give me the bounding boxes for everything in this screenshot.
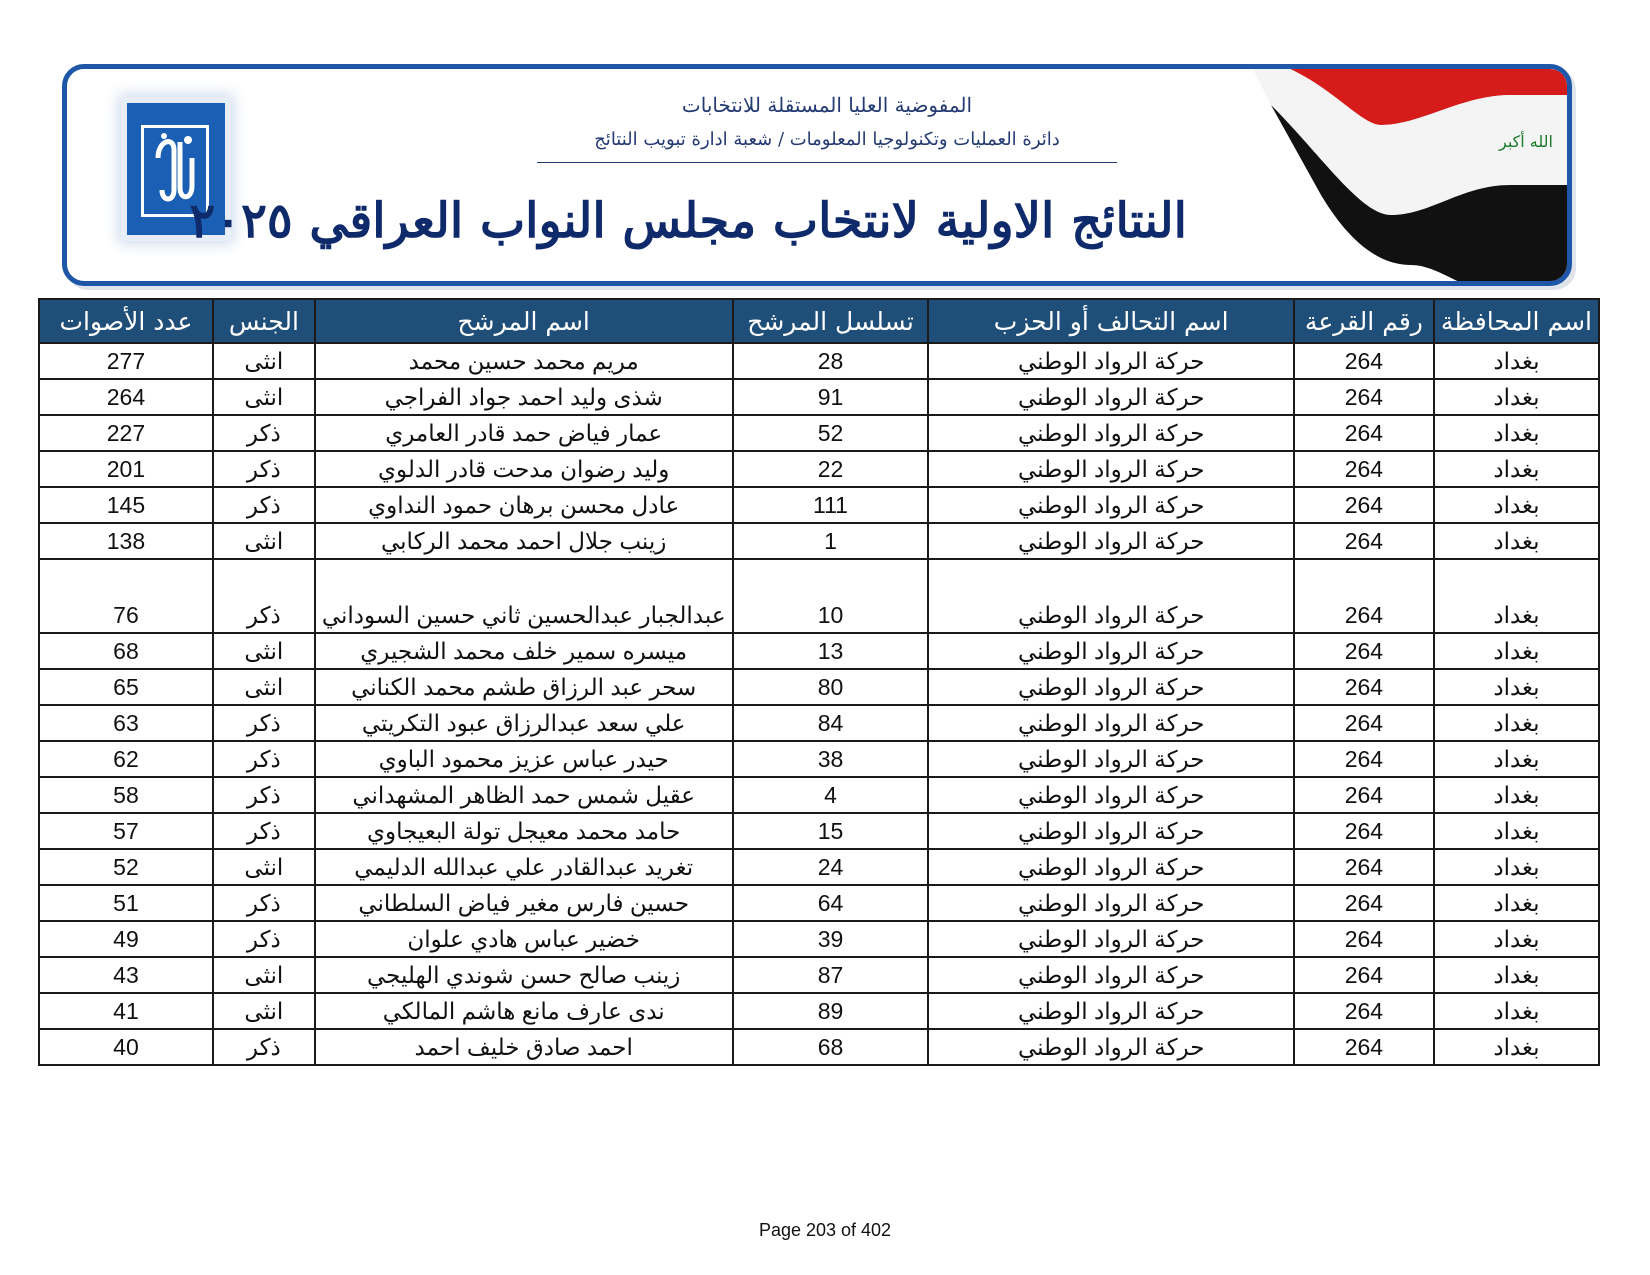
cell-gender: ذكر <box>213 559 315 633</box>
table-header-row <box>39 299 1599 343</box>
cell-ballot-number: 264 <box>1294 633 1434 669</box>
cell-votes: 51 <box>39 885 213 921</box>
table-row <box>39 379 1599 415</box>
cell-votes: 277 <box>39 343 213 379</box>
cell-ballot-number: 264 <box>1294 559 1434 633</box>
table-row <box>39 993 1599 1029</box>
cell-candidate-name: عبدالجبار عبدالحسين ثاني حسين السوداني <box>315 559 733 633</box>
cell-votes: 62 <box>39 741 213 777</box>
cell-governorate: بغداد <box>1434 885 1599 921</box>
cell-candidate-name: زينب جلال احمد محمد الركابي <box>315 523 733 559</box>
cell-governorate: بغداد <box>1434 777 1599 813</box>
cell-candidate-sequence: 28 <box>733 343 929 379</box>
cell-ballot-number: 264 <box>1294 993 1434 1029</box>
cell-gender: انثى <box>213 633 315 669</box>
table-row <box>39 559 1599 633</box>
cell-votes: 76 <box>39 559 213 633</box>
table-row <box>39 885 1599 921</box>
cell-ballot-number: 264 <box>1294 885 1434 921</box>
table-row <box>39 813 1599 849</box>
cell-governorate: بغداد <box>1434 415 1599 451</box>
table-row <box>39 669 1599 705</box>
page-number: Page 203 of 402 <box>758 1220 892 1240</box>
cell-ballot-number: 264 <box>1294 451 1434 487</box>
cell-candidate-sequence: 10 <box>733 559 929 633</box>
cell-candidate-sequence: 111 <box>733 487 929 523</box>
cell-candidate-sequence: 22 <box>733 451 929 487</box>
col-ballot-number: رقم القرعة <box>1294 299 1434 343</box>
cell-ballot-number: 264 <box>1294 415 1434 451</box>
cell-gender: انثى <box>213 343 315 379</box>
org-name-line1: المفوضية العليا المستقلة للانتخابات <box>681 93 973 117</box>
cell-votes: 40 <box>39 1029 213 1065</box>
cell-candidate-sequence: 39 <box>733 921 929 957</box>
cell-party: حركة الرواد الوطني <box>928 957 1293 993</box>
cell-ballot-number: 264 <box>1294 705 1434 741</box>
cell-gender: انثى <box>213 523 315 559</box>
cell-gender: ذكر <box>213 813 315 849</box>
col-votes: عدد الأصوات <box>39 299 213 343</box>
cell-votes: 43 <box>39 957 213 993</box>
col-governorate: اسم المحافظة <box>1434 299 1599 343</box>
col-gender: الجنس <box>213 299 315 343</box>
cell-party: حركة الرواد الوطني <box>928 885 1293 921</box>
cell-party: حركة الرواد الوطني <box>928 1029 1293 1065</box>
table-row <box>39 523 1599 559</box>
cell-gender: ذكر <box>213 885 315 921</box>
cell-candidate-name: زينب صالح حسن شوندي الهليجي <box>315 957 733 993</box>
cell-governorate: بغداد <box>1434 849 1599 885</box>
table-row <box>39 741 1599 777</box>
cell-gender: انثى <box>213 669 315 705</box>
results-table <box>38 298 1600 1066</box>
table-row <box>39 633 1599 669</box>
cell-votes: 145 <box>39 487 213 523</box>
cell-candidate-sequence: 15 <box>733 813 929 849</box>
cell-votes: 49 <box>39 921 213 957</box>
table-row <box>39 921 1599 957</box>
cell-party: حركة الرواد الوطني <box>928 415 1293 451</box>
cell-votes: 227 <box>39 415 213 451</box>
cell-candidate-name: شذى وليد احمد جواد الفراجي <box>315 379 733 415</box>
cell-party: حركة الرواد الوطني <box>928 741 1293 777</box>
cell-candidate-sequence: 1 <box>733 523 929 559</box>
cell-gender: ذكر <box>213 487 315 523</box>
cell-candidate-name: ندى عارف مانع هاشم المالكي <box>315 993 733 1029</box>
cell-candidate-sequence: 24 <box>733 849 929 885</box>
cell-gender: انثى <box>213 957 315 993</box>
cell-votes: 63 <box>39 705 213 741</box>
table-row <box>39 451 1599 487</box>
cell-party: حركة الرواد الوطني <box>928 921 1293 957</box>
cell-governorate: بغداد <box>1434 669 1599 705</box>
cell-votes: 65 <box>39 669 213 705</box>
cell-gender: ذكر <box>213 921 315 957</box>
table-row <box>39 415 1599 451</box>
cell-ballot-number: 264 <box>1294 343 1434 379</box>
cell-governorate: بغداد <box>1434 451 1599 487</box>
cell-party: حركة الرواد الوطني <box>928 523 1293 559</box>
cell-candidate-sequence: 64 <box>733 885 929 921</box>
cell-candidate-name: تغريد عبدالقادر علي عبدالله الدليمي <box>315 849 733 885</box>
cell-gender: ذكر <box>213 1029 315 1065</box>
cell-candidate-name: علي سعد عبدالرزاق عبود التكريتي <box>315 705 733 741</box>
cell-votes: 57 <box>39 813 213 849</box>
table-row <box>39 1029 1599 1065</box>
cell-votes: 138 <box>39 523 213 559</box>
cell-ballot-number: 264 <box>1294 813 1434 849</box>
table-row <box>39 777 1599 813</box>
cell-ballot-number: 264 <box>1294 777 1434 813</box>
cell-candidate-name: خضير عباس هادي علوان <box>315 921 733 957</box>
cell-candidate-name: عمار فياض حمد قادر العامري <box>315 415 733 451</box>
cell-governorate: بغداد <box>1434 1029 1599 1065</box>
cell-governorate: بغداد <box>1434 813 1599 849</box>
cell-gender: ذكر <box>213 777 315 813</box>
cell-ballot-number: 264 <box>1294 379 1434 415</box>
cell-ballot-number: 264 <box>1294 487 1434 523</box>
iraq-flag-icon <box>1211 65 1571 286</box>
cell-party: حركة الرواد الوطني <box>928 705 1293 741</box>
cell-candidate-name: سحر عبد الرزاق طشم محمد الكناني <box>315 669 733 705</box>
col-party: اسم التحالف أو الحزب <box>928 299 1293 343</box>
table-row <box>39 705 1599 741</box>
cell-votes: 68 <box>39 633 213 669</box>
cell-candidate-name: وليد رضوان مدحت قادر الدلوي <box>315 451 733 487</box>
cell-governorate: بغداد <box>1434 741 1599 777</box>
cell-party: حركة الرواد الوطني <box>928 487 1293 523</box>
cell-gender: ذكر <box>213 705 315 741</box>
cell-gender: ذكر <box>213 415 315 451</box>
cell-candidate-name: ميسره سمير خلف محمد الشجيري <box>315 633 733 669</box>
cell-candidate-sequence: 13 <box>733 633 929 669</box>
cell-candidate-name: احمد صادق خليف احمد <box>315 1029 733 1065</box>
cell-candidate-sequence: 68 <box>733 1029 929 1065</box>
cell-party: حركة الرواد الوطني <box>928 559 1293 633</box>
flag-text: الله أكبر <box>1499 132 1553 151</box>
cell-candidate-name: حامد محمد معيجل تولة البعيجاوي <box>315 813 733 849</box>
cell-party: حركة الرواد الوطني <box>928 633 1293 669</box>
cell-candidate-sequence: 87 <box>733 957 929 993</box>
cell-governorate: بغداد <box>1434 993 1599 1029</box>
col-candidate-name: اسم المرشح <box>315 299 733 343</box>
cell-candidate-name: عقيل شمس حمد الظاهر المشهداني <box>315 777 733 813</box>
cell-party: حركة الرواد الوطني <box>928 777 1293 813</box>
cell-candidate-sequence: 89 <box>733 993 929 1029</box>
org-name-line2: دائرة العمليات وتكنولوجيا المعلومات / شعبة ادارة تبويب النتائج <box>537 129 1117 163</box>
col-candidate-sequence: تسلسل المرشح <box>733 299 929 343</box>
cell-party: حركة الرواد الوطني <box>928 343 1293 379</box>
cell-governorate: بغداد <box>1434 921 1599 957</box>
cell-governorate: بغداد <box>1434 957 1599 993</box>
table-row <box>39 957 1599 993</box>
cell-party: حركة الرواد الوطني <box>928 993 1293 1029</box>
cell-party: حركة الرواد الوطني <box>928 849 1293 885</box>
cell-gender: انثى <box>213 379 315 415</box>
cell-gender: انثى <box>213 849 315 885</box>
cell-gender: ذكر <box>213 451 315 487</box>
cell-candidate-sequence: 52 <box>733 415 929 451</box>
cell-governorate: بغداد <box>1434 523 1599 559</box>
cell-candidate-name: عادل محسن برهان حمود النداوي <box>315 487 733 523</box>
cell-governorate: بغداد <box>1434 487 1599 523</box>
cell-votes: 264 <box>39 379 213 415</box>
cell-governorate: بغداد <box>1434 343 1599 379</box>
cell-candidate-sequence: 4 <box>733 777 929 813</box>
cell-votes: 58 <box>39 777 213 813</box>
table-row <box>39 849 1599 885</box>
header-banner <box>62 64 1572 286</box>
cell-ballot-number: 264 <box>1294 741 1434 777</box>
cell-candidate-name: مريم محمد حسين محمد <box>315 343 733 379</box>
cell-candidate-sequence: 38 <box>733 741 929 777</box>
cell-governorate: بغداد <box>1434 379 1599 415</box>
cell-ballot-number: 264 <box>1294 849 1434 885</box>
cell-party: حركة الرواد الوطني <box>928 379 1293 415</box>
cell-candidate-sequence: 91 <box>733 379 929 415</box>
cell-governorate: بغداد <box>1434 705 1599 741</box>
cell-ballot-number: 264 <box>1294 1029 1434 1065</box>
cell-candidate-sequence: 84 <box>733 705 929 741</box>
page-title: النتائج الاولية لانتخاب مجلس النواب العراقي ٢٠٢٥ <box>189 193 1187 249</box>
cell-ballot-number: 264 <box>1294 523 1434 559</box>
cell-party: حركة الرواد الوطني <box>928 451 1293 487</box>
table-row <box>39 487 1599 523</box>
cell-candidate-name: حيدر عباس عزيز محمود الباوي <box>315 741 733 777</box>
cell-votes: 41 <box>39 993 213 1029</box>
cell-votes: 52 <box>39 849 213 885</box>
cell-party: حركة الرواد الوطني <box>928 669 1293 705</box>
cell-ballot-number: 264 <box>1294 669 1434 705</box>
cell-governorate: بغداد <box>1434 633 1599 669</box>
cell-party: حركة الرواد الوطني <box>928 813 1293 849</box>
table-row <box>39 343 1599 379</box>
cell-gender: ذكر <box>213 741 315 777</box>
cell-gender: انثى <box>213 993 315 1029</box>
cell-votes: 201 <box>39 451 213 487</box>
cell-candidate-sequence: 80 <box>733 669 929 705</box>
cell-ballot-number: 264 <box>1294 957 1434 993</box>
cell-ballot-number: 264 <box>1294 921 1434 957</box>
cell-candidate-name: حسين فارس مغير فياض السلطاني <box>315 885 733 921</box>
cell-governorate: بغداد <box>1434 559 1599 633</box>
